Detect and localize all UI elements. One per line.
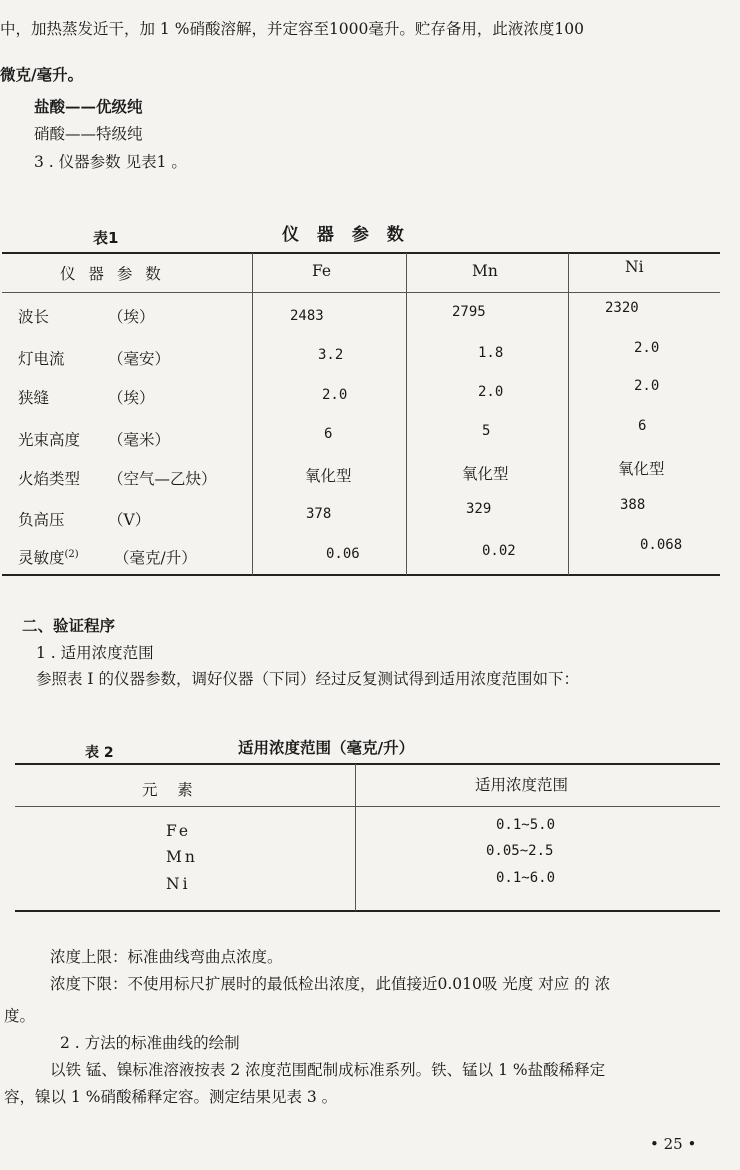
table2-label: 表 2	[85, 745, 114, 761]
table2-cell-range: 0.1~5.0	[496, 817, 556, 833]
table1-cell-fe: 378	[306, 506, 332, 522]
table1-cell-ni: 2320	[605, 300, 639, 316]
table1-row-name: 波长	[18, 308, 50, 326]
table2-divider	[355, 764, 356, 911]
table1-cell-ni: 6	[638, 418, 647, 434]
section-2-sub-1: 1 . 适用浓度范围	[36, 644, 154, 662]
table1-cell-fe: 2.0	[322, 387, 348, 403]
table1-cell-mn: 329	[466, 501, 492, 517]
section-2-para-2a: 以铁 锰、镍标准溶液按表 2 浓度范围配制成标准系列。铁、锰以 1 %盐酸稀释定	[50, 1061, 606, 1079]
table1-cell-ni: 2.0	[634, 340, 660, 356]
intro-line-2: 微克/毫升。	[0, 65, 84, 84]
table1-cell-mn: 2795	[452, 304, 486, 320]
table1-row-name: 灵敏度	[18, 549, 65, 567]
table1-divider-1	[252, 253, 253, 575]
table1-header-fe: Fe	[312, 262, 332, 280]
table1-label: 表1	[93, 229, 119, 247]
table1-cell-ni: 2.0	[634, 378, 660, 394]
table1-divider-2	[406, 253, 407, 575]
table1-row-name-sensitivity	[18, 546, 79, 568]
table1-top-rule	[2, 252, 720, 254]
note-lower-limit-cont: 度。	[4, 1007, 36, 1025]
table2-top-rule	[15, 763, 720, 765]
table1-row-unit: （毫米）	[108, 431, 171, 449]
table1-row-name: 灯电流	[18, 350, 65, 368]
table1-row-unit: （毫克/升）	[114, 549, 197, 567]
footnote-marker: (2)	[64, 548, 79, 560]
table1-cell-fe: 0.06	[326, 546, 360, 562]
table1-cell-ni: 氧化型	[618, 460, 665, 478]
table1-row-unit: （空气—乙炔）	[108, 470, 217, 488]
table1-header-mn: Mn	[472, 262, 498, 280]
table1-cell-mn: 1.8	[478, 345, 504, 361]
table1-row-name: 狭缝	[18, 389, 50, 407]
section-3-heading: 3 . 仪器参数 见表1 。	[34, 153, 187, 171]
table2-header-range: 适用浓度范围	[475, 776, 569, 794]
table1-title: 仪 器 参 数	[282, 225, 410, 245]
table1-cell-ni: 0.068	[640, 537, 683, 553]
table2-cell-element: Fe	[166, 822, 192, 840]
table2-cell-range: 0.1~6.0	[496, 870, 556, 886]
table1-header-rule	[2, 292, 720, 293]
table2-cell-element: Mn	[166, 848, 198, 866]
table2-title: 适用浓度范围（毫克/升）	[238, 739, 415, 757]
note-upper-limit: 浓度上限：标准曲线弯曲点浓度。	[50, 948, 283, 966]
section-2-heading: 二、验证程序	[22, 616, 116, 635]
table1-row-name: 光束高度	[18, 431, 81, 449]
table1-divider-3	[568, 253, 569, 575]
reagent-hcl: 盐酸——优级纯	[34, 97, 143, 116]
table1-row-unit: （埃）	[108, 389, 155, 407]
table1-row-name: 火焰类型	[18, 470, 81, 488]
table1-cell-mn: 氧化型	[462, 465, 509, 483]
table1-cell-mn: 5	[482, 423, 491, 439]
table1-row-unit: （毫安）	[108, 350, 171, 368]
table1-cell-fe: 3.2	[318, 347, 344, 363]
table1-cell-mn: 2.0	[478, 384, 504, 400]
table1-cell-fe: 氧化型	[305, 467, 352, 485]
table2-header-element: 元 素	[142, 781, 193, 799]
table1-bottom-rule	[2, 574, 720, 576]
intro-line-1: 中，加热蒸发近干，加 1 %硝酸溶解，并定容至1000毫升。贮存备用，此液浓度100	[0, 20, 584, 38]
section-2-para-1: 参照表 I 的仪器参数，调好仪器（下同）经过反复测试得到适用浓度范围如下：	[36, 670, 579, 688]
table1-cell-mn: 0.02	[482, 543, 516, 559]
table1-header-ni: Ni	[625, 258, 644, 276]
table2-header-rule	[15, 806, 720, 807]
table1-header-param: 仪 器 参 数	[60, 265, 165, 283]
table2-cell-range: 0.05~2.5	[486, 843, 554, 859]
reagent-hno3: 硝酸——特级纯	[34, 125, 143, 143]
section-2-para-2b: 容，镍以 1 %硝酸稀释定容。测定结果见表 3 。	[4, 1088, 338, 1106]
table1-row-name: 负高压	[18, 511, 65, 529]
table1-row-unit: （V）	[108, 511, 151, 529]
table2-bottom-rule	[15, 910, 720, 912]
table1-cell-fe: 6	[324, 426, 333, 442]
table1-row-unit: （埃）	[108, 308, 155, 326]
section-2-sub-2: 2 . 方法的标准曲线的绘制	[60, 1034, 240, 1052]
page-number: • 25 •	[650, 1135, 697, 1153]
table2-cell-element: Ni	[166, 875, 191, 893]
table1-cell-fe: 2483	[290, 308, 324, 324]
table1-cell-ni: 388	[620, 497, 646, 513]
note-lower-limit: 浓度下限：不使用标尺扩展时的最低检出浓度，此值接近0.010吸 光度 对应 的 浓	[50, 975, 611, 993]
